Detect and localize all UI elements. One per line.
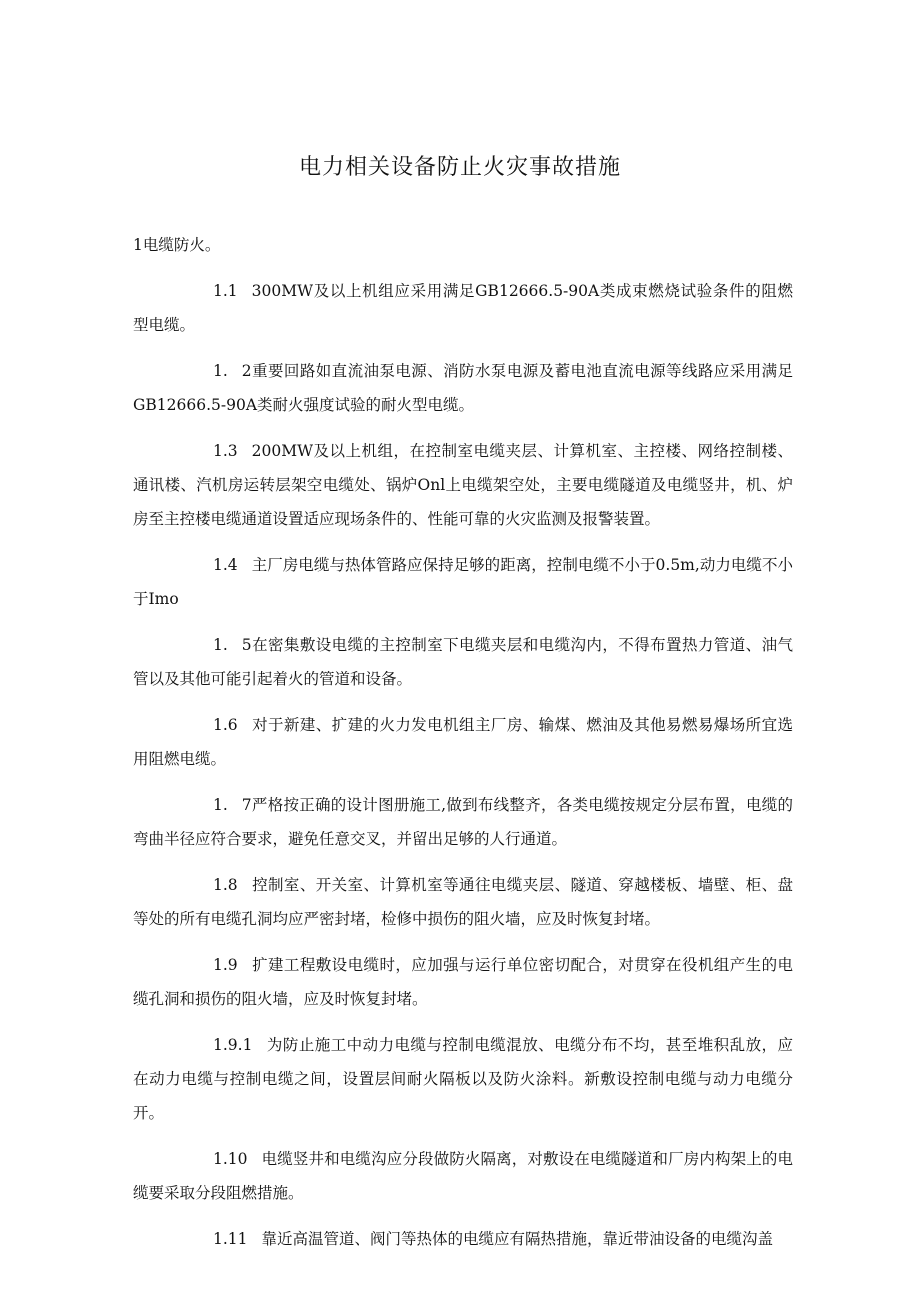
paragraph-number: 1.10 xyxy=(213,1150,248,1168)
paragraph xyxy=(133,788,793,856)
paragraph-number: 1.9.1 xyxy=(213,1036,253,1054)
paragraph xyxy=(133,1142,793,1210)
paragraph-number: 1.1 xyxy=(213,282,238,300)
paragraph xyxy=(133,1222,793,1256)
paragraph xyxy=(133,434,793,536)
paragraph-number: 1.6 xyxy=(213,716,238,734)
section-heading: 1电缆防火。 xyxy=(133,236,221,254)
document-body xyxy=(133,228,793,1268)
paragraph-text: 为防止施工中动力电缆与控制电缆混放、电缆分布不均，甚至堆积乱放，应在动力电缆与控制电缆之间，设置层间耐火隔板以及防火涂料。新敷设控制电缆与动力电缆分开。 xyxy=(133,1036,793,1122)
paragraph-number: 1.4 xyxy=(213,556,238,574)
paragraph-text: 7严格按正确的设计图册施工,做到布线整齐，各类电缆按规定分层布置，电缆的弯曲半径应符合要求，避免任意交叉，并留出足够的人行通道。 xyxy=(133,796,793,848)
paragraph-text: 扩建工程敷设电缆时，应加强与运行单位密切配合，对贯穿在役机组产生的电缆孔洞和损伤的阻火墙，应及时恢复封堵。 xyxy=(133,956,793,1008)
paragraph-text: 主厂房电缆与热体管路应保持足够的距离，控制电缆不小于0.5m,动力电缆不小于Imo xyxy=(133,556,793,608)
paragraph xyxy=(133,1028,793,1130)
paragraph-text: 2重要回路如直流油泵电源、消防水泵电源及蓄电池直流电源等线路应采用满足GB12666.5-90A类耐火强度试验的耐火型电缆。 xyxy=(133,362,793,414)
paragraph-number: 1.3 xyxy=(213,442,238,460)
paragraph-number: 1.11 xyxy=(213,1230,248,1248)
paragraph xyxy=(133,708,793,776)
paragraph xyxy=(133,548,793,616)
paragraph xyxy=(133,628,793,696)
paragraph xyxy=(133,948,793,1016)
paragraph-text: 5在密集敷设电缆的主控制室下电缆夹层和电缆沟内，不得布置热力管道、油气管以及其他可能引起着火的管道和设备。 xyxy=(133,636,793,688)
paragraph-text: 200MW及以上机组，在控制室电缆夹层、计算机室、主控楼、网络控制楼、通讯楼、汽机房运转层架空电缆处、锅炉Onl上电缆架空处，主要电缆隧道及电缆竖井，机、炉房至主控楼电缆通道设置适应现场条件的、性能可靠的火灾监测及报警装置。 xyxy=(133,442,793,528)
paragraph xyxy=(133,354,793,422)
paragraph-number: 1.9 xyxy=(213,956,238,974)
paragraph-text: 300MW及以上机组应采用满足GB12666.5-90A类成束燃烧试验条件的阻燃型电缆。 xyxy=(133,282,793,334)
paragraph-text: 电缆竖井和电缆沟应分段做防火隔离，对敷设在电缆隧道和厂房内构架上的电缆要采取分段阻燃措施。 xyxy=(133,1150,793,1202)
paragraph xyxy=(133,274,793,342)
paragraph-text: 靠近高温管道、阀门等热体的电缆应有隔热措施，靠近带油设备的电缆沟盖 xyxy=(261,1230,774,1248)
paragraph-text: 对于新建、扩建的火力发电机组主厂房、输煤、燃油及其他易燃易爆场所宜选用阻燃电缆。 xyxy=(133,716,793,768)
paragraph-number: 1. xyxy=(213,636,228,654)
document-title: 电力相关设备防止火灾事故措施 xyxy=(298,155,621,180)
paragraph-number: 1.8 xyxy=(213,876,238,894)
paragraph-number: 1. xyxy=(213,362,228,380)
paragraph xyxy=(133,868,793,936)
paragraph-number: 1. xyxy=(213,796,228,814)
paragraph-text: 控制室、开关室、计算机室等通往电缆夹层、隧道、穿越楼板、墙壁、柜、盘等处的所有电缆孔洞均应严密封堵，检修中损伤的阻火墙，应及时恢复封堵。 xyxy=(133,876,793,928)
